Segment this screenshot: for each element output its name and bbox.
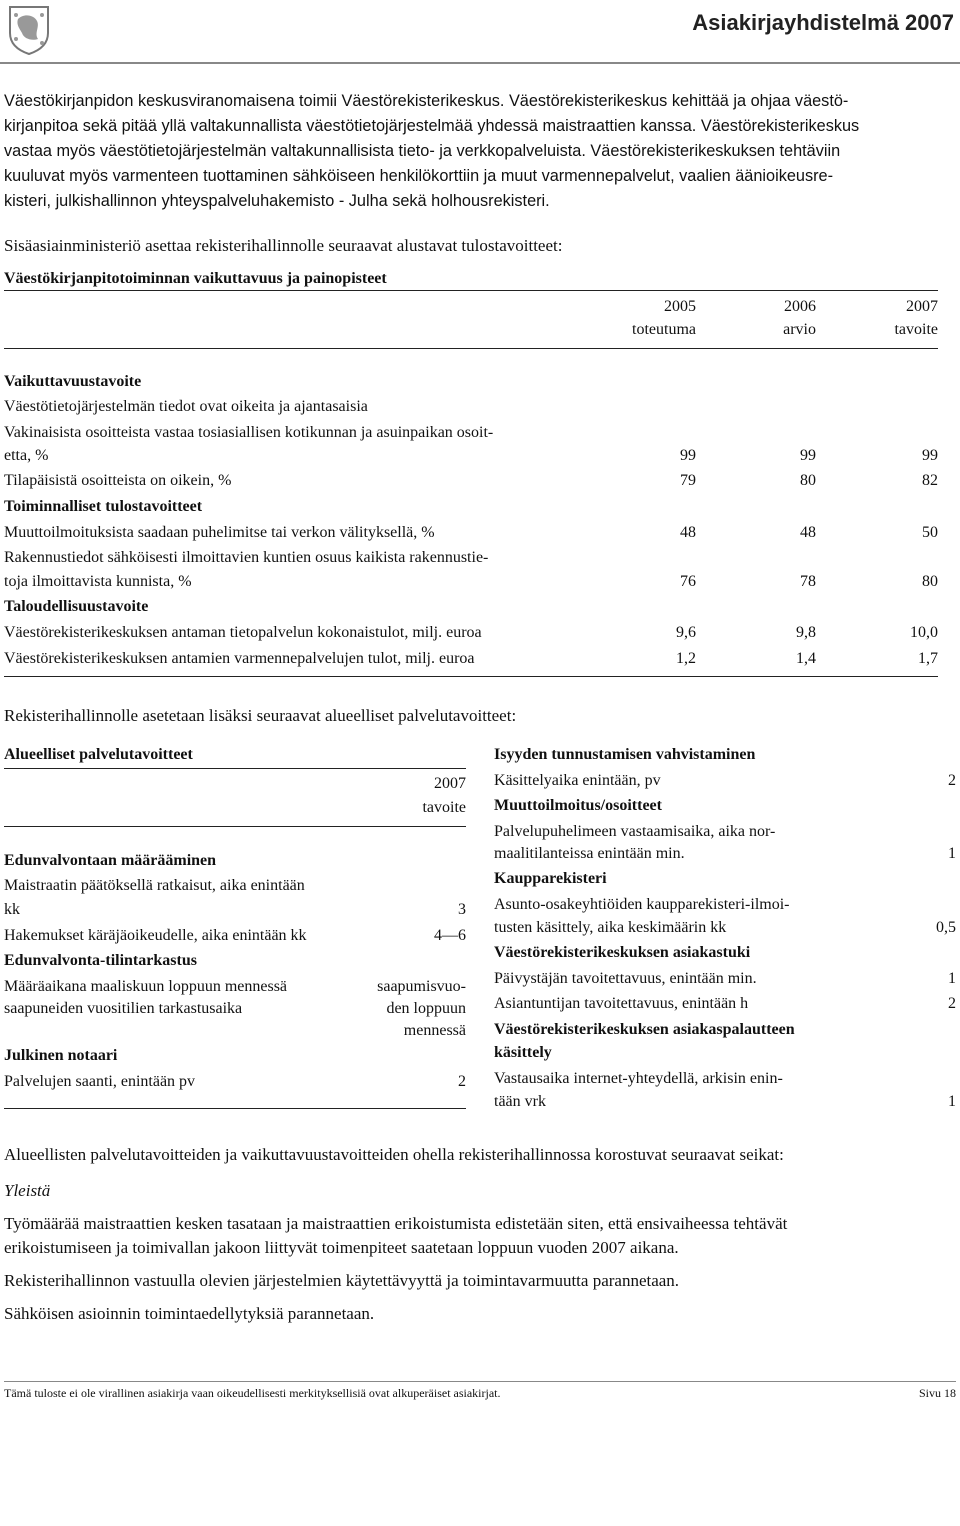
closing-paragraph: Rekisterihallinnon vastuulla olevien järjestelmien käytettävyyttä ja toimintavarmuutta parannetaan. [4, 1271, 680, 1290]
table-rule [4, 676, 938, 677]
value-2007: 1,7 [918, 650, 938, 667]
row-label: tään vrk [494, 1093, 546, 1110]
value-2005: 48 [680, 524, 696, 541]
table-row [4, 650, 938, 672]
row-value: saapumisvuo- [377, 978, 466, 995]
value-2006: 78 [800, 573, 816, 590]
section-heading: Muuttoilmoitus/osoitteet [494, 797, 662, 814]
section-heading: Väestörekisterikeskuksen asiakastuki [494, 944, 751, 961]
row-label: Väestörekisterikeskuksen antaman tietopalvelun kokonaistulot, milj. euroa [4, 624, 482, 641]
section-heading: Kaupparekisteri [494, 870, 607, 887]
subheading-yleista: Yleistä [4, 1181, 51, 1200]
row-label: Palvelujen saanti, enintään pv [4, 1073, 196, 1090]
col-year-2006: 2006 [784, 298, 816, 315]
col-type-arvio: arvio [783, 321, 816, 338]
row-label: Väestörekisterikeskuksen antamien varmennepalvelujen tulot, milj. euroa [4, 650, 475, 667]
row-label: Vastausaika internet-yhteydellä, arkisin enin- [494, 1070, 783, 1087]
value-2005: 79 [680, 472, 696, 489]
value-2007: 99 [922, 447, 938, 464]
section-heading: Edunvalvonta-tilintarkastus [4, 952, 197, 969]
table1-year-header [4, 298, 938, 320]
row-value: 1 [948, 845, 956, 862]
table-rule [4, 768, 466, 769]
col-year-2007: 2007 [906, 298, 938, 315]
row-value: 2 [948, 995, 956, 1012]
row-label: Taloudellisuustavoite [4, 598, 149, 615]
table-rule [4, 826, 466, 827]
closing-intro: Alueellisten palvelutavoitteiden ja vaikuttavuustavoitteiden ohella rekisterihallinnossa korostuvat seuraavat seikat: [4, 1145, 784, 1164]
row-label: Vaikuttavuustavoite [4, 373, 142, 390]
table-row [4, 524, 938, 546]
intro-line: vastaa myös väestötietojärjestelmän valtakunnallisista tieto- ja verkkopalveluista. Väestörekisterikeskuksen tehtäviin [4, 142, 841, 160]
value-2006: 1,4 [796, 650, 816, 667]
col-year-2005: 2005 [664, 298, 696, 315]
table-row [4, 549, 938, 571]
row-label: toja ilmoittavista kunnista, % [4, 573, 192, 590]
row-value: 2 [948, 772, 956, 789]
row-label: maalitilanteissa enintään min. [494, 845, 685, 862]
table-section-heading [4, 598, 938, 620]
row-label: Määräaikana maaliskuun loppuun mennessä [4, 978, 288, 995]
col-year-2007: 2007 [434, 775, 466, 792]
value-2005: 76 [680, 573, 696, 590]
ministry-intro: Sisäasiainministeriö asettaa rekisterihallinnolle seuraavat alustavat tulostavoitteet: [4, 236, 563, 255]
footer-divider [4, 1381, 956, 1382]
value-2005: 1,2 [676, 650, 696, 667]
col-type-toteutuma: toteutuma [632, 321, 696, 338]
value-2007: 82 [922, 472, 938, 489]
closing-paragraph: erikoistumiseen ja toimivallan jakoon liittyvät toimenpiteet saatetaan loppuun vuoden 2007 aikana. [4, 1238, 679, 1257]
table-section-heading [4, 498, 938, 520]
row-label: Tilapäisistä osoitteista on oikein, % [4, 472, 232, 489]
row-label: Asiantuntijan tavoitettavuus, enintään h [494, 995, 749, 1012]
table-row [4, 472, 938, 494]
value-2007: 10,0 [910, 624, 938, 641]
row-label: Hakemukset käräjäoikeudelle, aika enintään kk [4, 927, 307, 944]
row-value: 1 [948, 970, 956, 987]
row-label: Käsittelyaika enintään, pv [494, 772, 661, 789]
value-2006: 48 [800, 524, 816, 541]
row-value: den loppuun [386, 1000, 466, 1017]
row-value: 3 [458, 901, 466, 918]
row-label: kk [4, 901, 20, 918]
row-value: 4—6 [434, 927, 466, 944]
row-label: Päivystäjän tavoitettavuus, enintään min. [494, 970, 757, 987]
table-row [4, 447, 938, 469]
value-2005: 9,6 [676, 624, 696, 641]
row-value: 2 [458, 1073, 466, 1090]
regional-table-title: Alueelliset palvelutavoitteet [4, 746, 193, 763]
intro-line: kisteri, julkishallinnon yhteyspalveluhakemisto - Julha sekä holhousrekisteri. [4, 192, 550, 210]
row-label: saapuneiden vuositilien tarkastusaika [4, 1000, 243, 1017]
header-divider [0, 62, 960, 64]
section-heading: Julkinen notaari [4, 1047, 118, 1064]
table-rule [4, 348, 938, 349]
row-value: 0,5 [936, 919, 956, 936]
value-2006: 99 [800, 447, 816, 464]
page-number: Sivu 18 [918, 1386, 956, 1400]
closing-paragraph: Sähköisen asioinnin toimintaedellytyksiä parannetaan. [4, 1304, 375, 1323]
value-2006: 9,8 [796, 624, 816, 641]
table-row [4, 624, 938, 646]
regional-targets-table-continued [494, 746, 956, 1126]
row-label: Palvelupuhelimeen vastaamisaika, aika nor- [494, 823, 776, 840]
coat-of-arms-logo [4, 3, 54, 55]
col-type-tavoite: tavoite [422, 799, 466, 816]
table1-title: Väestökirjanpitotoiminnan vaikuttavuus ja painopisteet [4, 270, 387, 287]
value-2006: 80 [800, 472, 816, 489]
row-label: Toiminnalliset tulostavoitteet [4, 498, 203, 515]
row-label: Vakinaisista osoitteista vastaa tosiasiallisen kotikunnan ja asuinpaikan osoit- [4, 424, 494, 441]
value-2005: 99 [680, 447, 696, 464]
document-title: Asiakirjayhdistelmä 2007 [692, 10, 954, 35]
value-2007: 80 [922, 573, 938, 590]
table-section-heading [4, 373, 938, 395]
row-value: mennessä [403, 1022, 466, 1039]
row-label: Maistraatin päätöksellä ratkaisut, aika enintään [4, 877, 305, 894]
table1-type-header [4, 321, 938, 343]
row-value: 1 [948, 1093, 956, 1110]
row-label: Muuttoilmoituksista saadaan puhelimitse tai verkon välityksellä, % [4, 524, 435, 541]
intro-line: kirjanpitoa sekä pitää yllä valtakunnallista väestötietojärjestelmää yhdessä maistraattien kanssa. Väestörekisterikeskus [4, 117, 860, 135]
row-label: tusten käsittely, aika keskimäärin kk [494, 919, 727, 936]
table-rule [4, 290, 938, 291]
intro-line: Väestökirjanpidon keskusviranomaisena toimii Väestörekisterikeskus. Väestörekisterikeskus kehittää ja ohjaa väestö- [4, 92, 849, 110]
row-label: Rakennustiedot sähköisesti ilmoittavien kuntien osuus kaikista rakennustie- [4, 549, 489, 566]
footer-disclaimer: Tämä tuloste ei ole virallinen asiakirja vaan oikeudellisesti merkityksellisiä ovat alkuperäiset asiakirjat. [4, 1386, 501, 1400]
section-heading: Isyyden tunnustamisen vahvistaminen [494, 746, 756, 763]
table-row [4, 573, 938, 595]
table-rule [4, 1108, 466, 1109]
row-label: Asunto-osakeyhtiöiden kaupparekisteri-ilmoi- [494, 896, 790, 913]
col-type-tavoite: tavoite [894, 321, 938, 338]
closing-paragraph: Työmäärää maistraattien kesken tasataan ja maistraattien erikoistumista edistetään siten, että ensivaiheessa tehtävät [4, 1214, 788, 1233]
row-label: etta, % [4, 447, 49, 464]
regional-intro: Rekisterihallinnolle asetetaan lisäksi seuraavat alueelliset palvelutavoitteet: [4, 706, 517, 725]
row-label: Väestötietojärjestelmän tiedot ovat oikeita ja ajantasaisia [4, 398, 368, 415]
value-2007: 50 [922, 524, 938, 541]
table-row [4, 398, 938, 420]
section-heading: käsittely [494, 1044, 552, 1061]
table-row [4, 424, 938, 446]
intro-line: kuuluvat myös varmenteen tuottaminen sähköiseen henkilökorttiin ja muut varmennepalvelut, vaalien äänioikeusre- [4, 167, 833, 185]
section-heading: Väestörekisterikeskuksen asiakaspalautteen [494, 1021, 795, 1038]
regional-targets-table [4, 746, 466, 1526]
section-heading: Edunvalvontaan määrääminen [4, 852, 217, 869]
